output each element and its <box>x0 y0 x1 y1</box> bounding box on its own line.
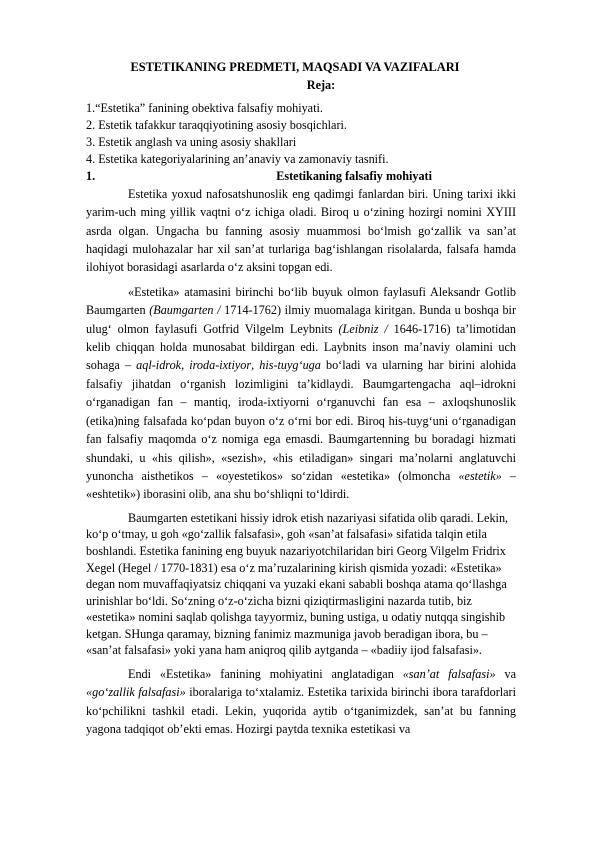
text-run: – «eshtetik») iborasini olib, ana shu bo‘shliqni to‘ldirdi. <box>86 468 516 502</box>
plan-item: 4. Estetika kategoriyalarining an’anaviy va zamonaviy tasnifi. <box>86 151 389 166</box>
text-run: bo‘ladi va ularning har birini alohida falsafiy jihatdan o‘rganish lozimligini ta’kidlaydi. Baumgartengacha aql–idrokni o‘rganadigan fan – mantiq, iroda-ixtiyorni o‘rganuvchi fan esa – axloqshunoslik (etika)ning falsafada ko‘pdan buyon o‘z o‘rni bor edi. Biroq his-tuyg‘uni o‘rganadigan fan falsafiy maqomda o‘z nomiga ega emasdi. Baumgartenning bu boradagi hizmati shundaki, u «his qilish», «sezish», «his etiladigan» singari ma’nolarni anglatuvchi yunoncha aisthetikos – «oyestetikos» so‘zidan «estetika» (olmoncha <box>86 358 517 483</box>
italic-run: «san’at falsafasi» <box>402 667 496 682</box>
italic-run: aql-idrok <box>136 358 182 373</box>
paragraph-3: Baumgarten estetikani hissiy idrok etish nazariyasi sifatida olib qaradi. Lekin, ko‘p o‘tmay, u goh «go‘zallik falsafasi», goh «san’at falsafasi» sifatida talqin etila boshlandi. Estetika fanining eng buyuk nazariyotchilaridan biri Georg Vilgelm Fridrix Xegel (Hegel / 1770-1831) esa o‘z ma’ruzalarining kirish qismida yozadi: «Estetika» degan nom muvaffaqiyatsiz chiqqani va yuzaki ekani sababli boshqa atama qo‘llashga urinishlar bo‘ldi. So‘zning o‘z-o‘zicha bizni qiziqtirmasligini nazarda tutib, biz «estetika» nomini saqlab qolishga tayyormiz, buning ustiga, u odatiy nutqqa singishib ketgan. SHunga qaramay, bizning fanimiz mazmuniga javob beradigan ibora, bu – «san’at falsafasi» yoki yana ham aniqroq qilib aytganda – «badiiy ijod falsafasi». <box>86 510 509 658</box>
plan-item: 1.“Estetika” fanining obektiva falsafiy mohiyati. <box>86 100 323 115</box>
plan-list <box>86 100 516 168</box>
text-run: , <box>251 358 260 373</box>
plan-heading: Reja: <box>306 78 336 93</box>
text-run: 1714-1762) ilmiy muomalaga kiritgan. Bunda u boshqa bir ulug‘ olmon faylasufi Gotfrid Vilgelm Leybnits <box>86 303 516 336</box>
section-number: 1. <box>86 168 96 183</box>
section-heading <box>86 168 516 185</box>
text-run: «Estetika» atamasini birinchi bo‘lib buyuk olmon faylasufi Aleksandr Gotlib Baumgarten <box>86 284 516 318</box>
section-title: Estetikaning falsafiy mohiyati <box>276 168 432 183</box>
paragraph-2 <box>86 283 516 504</box>
text-run: Endi «Estetika» fanining mohiyatini anglatadigan <box>128 667 403 682</box>
document-title: ESTETIKANING PREDMETI, MAQSADI VA VAZIFALARI <box>130 60 460 74</box>
plan-item: 2. Estetik tafakkur taraqqiyotining asosiy bosqichlari. <box>86 117 347 132</box>
italic-run: «go‘zallik falsafasi» <box>86 685 186 700</box>
paragraph-4 <box>86 665 516 739</box>
plan-item: 3. Estetik anglash va uning asosiy shakllari <box>86 134 297 149</box>
italic-run: (Baumgarten / <box>149 303 221 318</box>
italic-run: his-tuyg‘uga <box>259 358 321 373</box>
italic-run: «estetik» <box>458 468 502 483</box>
italic-run: (Leibniz / <box>338 321 388 336</box>
text-run: iboralariga to‘xtalamiz. Estetika tarixida birinchi ibora tarafdorlari ko‘pchilikni tashkil etadi. Lekin, yuqorida aytib o‘tganimizdek, san’at bu fanning yagona tadqiqot ob’ekti emas. Hozirgi paytda texnika estetikasi va <box>86 685 516 737</box>
italic-run: iroda-ixtiyor <box>189 358 252 373</box>
text-run: va <box>495 667 517 682</box>
paragraph-1: Estetika yoxud nafosatshunoslik eng qadimgi fanlardan biri. Uning tarixi ikki yarim-uch ming yillik vaqtni o‘z ichiga oladi. Biroq u o‘zining hozirgi nomini XYIII asrda olgan. Ungacha bu fanning asosiy muammosi bo‘lmish go‘zallik va san’at haqidagi mulohazalar har xil san’at turlariga bag‘ishlangan risolalarda, falsafa hamda ilohiyot borasidagi asarlarda o‘z aksini topgan edi. <box>86 186 516 275</box>
text-run: , <box>181 358 190 373</box>
text-run: 1646-1716) ta’limotidan kelib chiqqan holda munosabat bildirgan edi. Laybnits inson ma’naviy olamini uch sohaga – <box>86 321 517 373</box>
